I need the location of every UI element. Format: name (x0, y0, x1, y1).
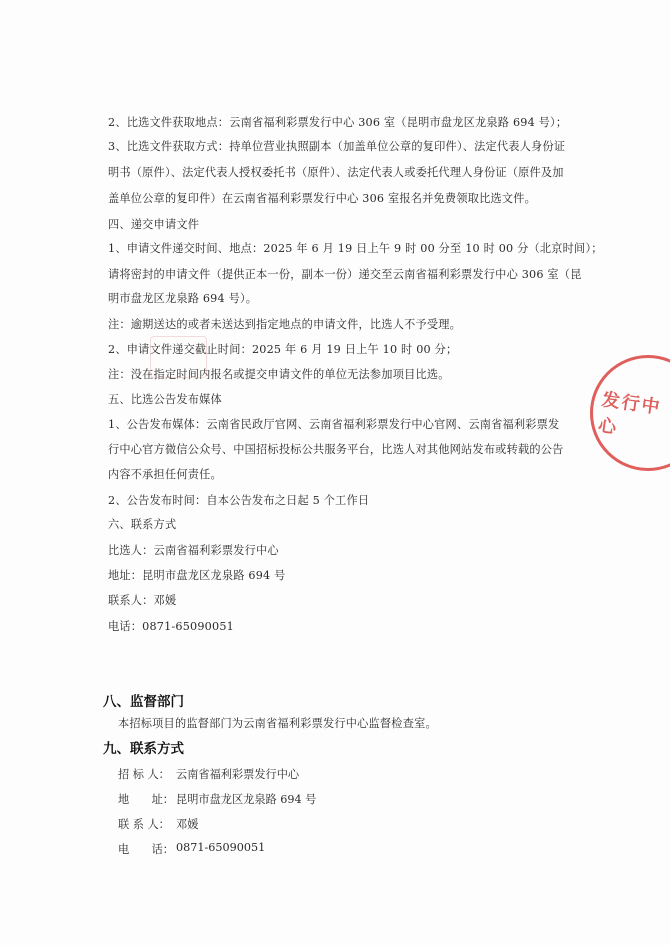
contact-line: 地址：昆明市盘龙区龙泉路 694 号 (108, 569, 286, 582)
contact-value-bidder: 云南省福利彩票发行中心 (176, 768, 300, 781)
body-line: 1、申请文件递交时间、地点：2025 年 6 月 19 日上午 9 时 00 分至 10 时 00 分（北京时间）； (108, 242, 603, 255)
body-line: 盖单位公章的复印件）在云南省福利彩票发行中心 306 室报名并免费领取比选文件。 (108, 192, 537, 205)
body-line: 明书（原件）、法定代表人授权委托书（原件）、法定代表人或委托代理人身份证（原件及加 (108, 166, 564, 179)
body-line: 注：逾期送达的或者未送达到指定地点的申请文件，比选人不予受理。 (108, 318, 462, 331)
contact-line: 电话：0871-65090051 (108, 620, 234, 633)
contact-line: 联系人：邓媛 (108, 594, 177, 607)
faint-stamp-mark (150, 336, 207, 378)
section-heading: 五、比选公告发布媒体 (108, 393, 222, 406)
seal-text: 发行中心 (596, 389, 663, 439)
body-line: 明市盘龙区龙泉路 694 号）。 (108, 292, 258, 305)
section-heading: 六、联系方式 (108, 518, 177, 531)
body-line: 注：没在指定时间内报名或提交申请文件的单位无法参加项目比选。 (108, 368, 450, 381)
body-line: 2、公告发布时间：自本公告发布之日起 5 个工作日 (108, 494, 370, 507)
contact-label-address: 地 址： (118, 793, 174, 806)
contact-line: 比选人：云南省福利彩票发行中心 (108, 544, 279, 557)
section8-text: 本招标项目的监督部门为云南省福利彩票发行中心监督检查室。 (118, 717, 437, 730)
body-line: 行中心官方微信公众号、中国招标投标公共服务平台，比选人对其他网站发布或转载的公告 (108, 443, 564, 456)
body-line: 1、公告发布媒体：云南省民政厅官网、云南省福利彩票发行中心官网、云南省福利彩票发 (108, 418, 560, 431)
body-line: 2、比选文件获取地点：云南省福利彩票发行中心 306 室（昆明市盘龙区龙泉路 694 号）； (108, 116, 568, 129)
contact-value-address: 昆明市盘龙区龙泉路 694 号 (176, 793, 317, 806)
section8-title: 八、监督部门 (103, 694, 184, 710)
body-line: 请将密封的申请文件（提供正本一份，副本一份）递交至云南省福利彩票发行中心 306 室（昆 (108, 268, 582, 281)
contact-value-person: 邓媛 (176, 818, 199, 831)
section-heading: 四、递交申请文件 (108, 218, 200, 231)
contact-label-phone: 电 话： (118, 843, 174, 856)
contact-label-person: 联 系 人： (118, 818, 170, 831)
contact-label-bidder: 招 标 人： (118, 768, 170, 781)
body-line: 3、比选文件获取方式：持单位营业执照副本（加盖单位公章的复印件）、法定代表人身份证 (108, 140, 566, 153)
body-line: 2、申请文件递交截止时间：2025 年 6 月 19 日上午 10 时 00 分； (108, 343, 458, 356)
contact-value-phone: 0871-65090051 (176, 841, 266, 854)
body-line: 内容不承担任何责任。 (108, 468, 222, 481)
section9-title: 九、联系方式 (103, 741, 184, 757)
